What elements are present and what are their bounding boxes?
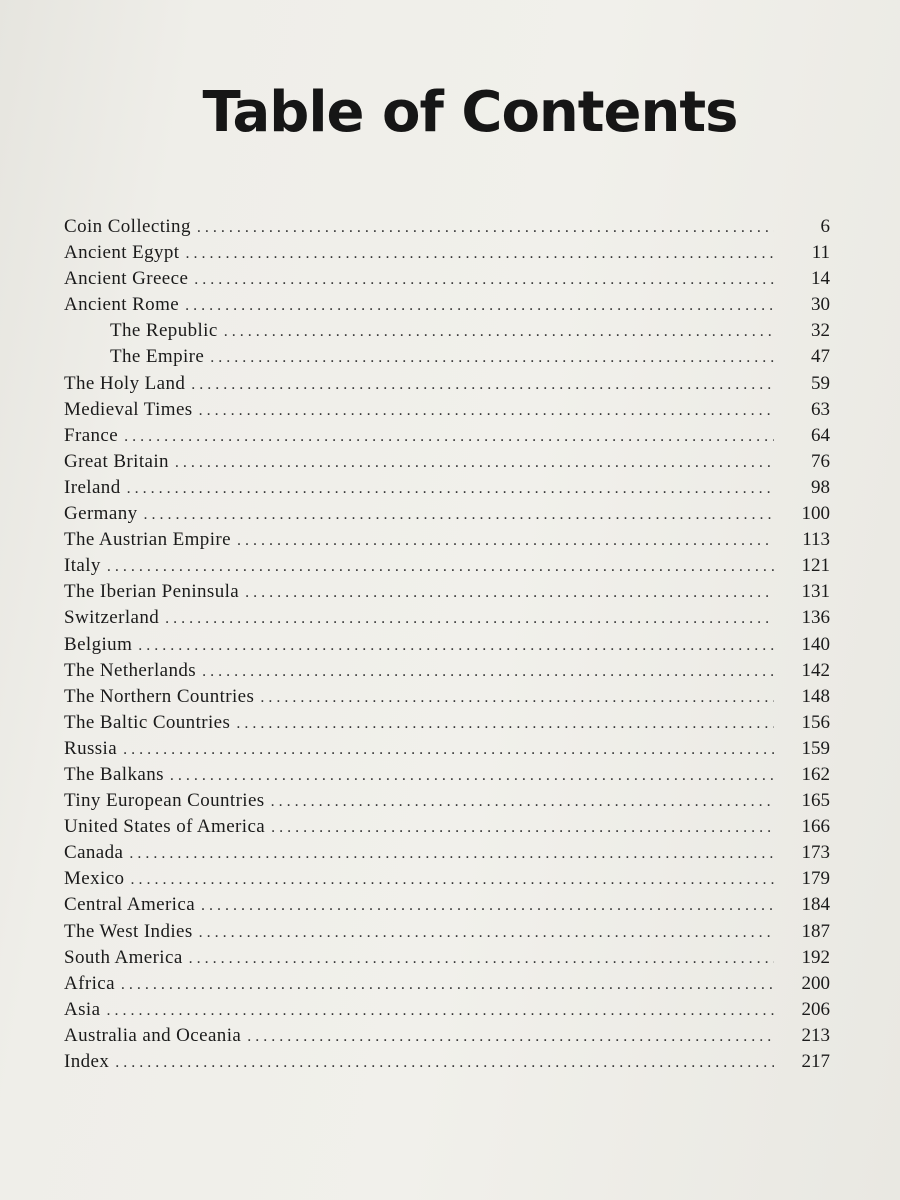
dot-leader	[271, 815, 774, 841]
toc-entry-page-number: 173	[801, 842, 830, 864]
toc-entry-page-number: 166	[801, 816, 830, 838]
toc-entry	[64, 292, 830, 318]
toc-entry	[64, 866, 830, 892]
toc-entry-page-number: 213	[801, 1024, 830, 1046]
toc-entry-label: Ireland	[64, 476, 121, 498]
dot-leader	[199, 398, 774, 424]
toc-entry-label: Australia and Oceania	[64, 1024, 242, 1046]
toc-entry	[64, 397, 830, 423]
dot-leader	[129, 841, 774, 867]
dot-leader	[247, 1024, 774, 1050]
toc-entry-label: Belgium	[64, 633, 133, 655]
toc-entry-page-number: 136	[801, 607, 830, 629]
toc-entry	[64, 423, 830, 449]
dot-leader	[138, 633, 774, 659]
dot-leader	[107, 554, 774, 580]
dot-leader	[121, 972, 774, 998]
dot-leader	[123, 737, 774, 763]
toc-entry	[64, 971, 830, 997]
toc-entry-page-number: 6	[820, 216, 830, 237]
toc-entry-page-number: 64	[811, 424, 830, 446]
toc-entry-page-number: 14	[811, 268, 830, 290]
toc-entry	[64, 553, 830, 579]
toc-entry	[64, 579, 830, 605]
toc-entry	[64, 1023, 830, 1049]
dot-leader	[130, 867, 774, 893]
toc-entry	[64, 736, 830, 762]
dot-leader	[197, 215, 774, 241]
dot-leader	[236, 711, 774, 737]
dot-leader	[185, 293, 774, 319]
toc-entry-page-number: 200	[801, 972, 830, 994]
toc-entry-label: Switzerland	[64, 607, 160, 629]
toc-entry	[64, 919, 830, 945]
dot-leader	[224, 319, 774, 345]
toc-entry-label: The Austrian Empire	[64, 529, 231, 551]
toc-entry-label: Italy	[64, 555, 101, 577]
toc-entry-page-number: 131	[801, 581, 830, 603]
toc-entry-label: Great Britain	[64, 450, 169, 472]
page-title: Table of Contents	[202, 80, 738, 145]
toc-entry	[64, 892, 830, 918]
toc-entry	[64, 814, 830, 840]
dot-leader	[201, 893, 774, 919]
toc-entry-page-number: 156	[801, 711, 830, 733]
toc-entry-label: Central America	[64, 894, 196, 916]
toc-entry	[64, 945, 830, 971]
toc-entry-label: The West Indies	[64, 920, 193, 942]
toc-entry-page-number: 184	[801, 894, 830, 916]
toc-entry	[64, 449, 830, 475]
dot-leader	[124, 424, 774, 450]
toc-entry-page-number: 47	[811, 346, 830, 368]
toc-entry-page-number: 76	[811, 450, 830, 472]
toc-entry-page-number: 11	[811, 242, 830, 264]
dot-leader	[245, 580, 774, 606]
dot-leader	[194, 267, 774, 293]
toc-entry-label: Coin Collecting	[64, 216, 191, 237]
dot-leader	[165, 606, 774, 632]
dot-leader	[106, 998, 774, 1024]
dot-leader	[202, 659, 774, 685]
toc-entry-label: Ancient Egypt	[64, 242, 180, 264]
toc-entry	[64, 318, 830, 344]
toc-entry-label: The Holy Land	[64, 372, 186, 394]
toc-entry-label: The Balkans	[64, 763, 164, 785]
toc-entry-page-number: 206	[801, 998, 830, 1020]
toc-entry	[64, 266, 830, 292]
toc-entry-page-number: 179	[801, 868, 830, 890]
dot-leader	[115, 1050, 774, 1076]
toc-entry-page-number: 113	[802, 529, 830, 551]
toc-entry-page-number: 165	[801, 790, 830, 812]
toc-entry-label: Ancient Rome	[64, 294, 180, 316]
toc-entry	[64, 344, 830, 370]
toc-entry-label: The Northern Countries	[64, 685, 255, 707]
toc-entry-label: The Netherlands	[64, 659, 197, 681]
dot-leader	[237, 528, 774, 554]
toc-entry	[64, 1049, 830, 1075]
toc-entry	[64, 997, 830, 1023]
dot-leader	[199, 920, 774, 946]
toc-entry-label: Ancient Greece	[64, 268, 189, 290]
toc-entry-page-number: 148	[801, 685, 830, 707]
toc-entry	[64, 501, 830, 527]
dot-leader	[144, 502, 775, 528]
toc-entry	[64, 840, 830, 866]
toc-entry-label: The Empire	[110, 346, 205, 368]
toc-entry-page-number: 142	[801, 659, 830, 681]
toc-entry-label: Index	[64, 1051, 110, 1072]
dot-leader	[271, 789, 774, 815]
toc-entry	[64, 240, 830, 266]
dot-leader	[210, 345, 774, 371]
toc-entry-label: Germany	[64, 503, 138, 525]
toc-entry-page-number: 187	[801, 920, 830, 942]
dot-leader	[185, 241, 774, 267]
toc-entry-label: France	[64, 424, 119, 446]
toc-entry-page-number: 140	[801, 633, 830, 655]
toc-entry-page-number: 59	[811, 372, 830, 394]
table-of-contents	[64, 214, 830, 1075]
toc-entry	[64, 788, 830, 814]
toc-entry	[64, 762, 830, 788]
dot-leader	[189, 946, 774, 972]
toc-entry	[64, 527, 830, 553]
dot-leader	[191, 372, 774, 398]
dot-leader	[127, 476, 774, 502]
toc-entry-label: The Baltic Countries	[64, 711, 231, 733]
toc-entry	[64, 710, 830, 736]
toc-entry-label: Africa	[64, 972, 115, 994]
dot-leader	[175, 450, 774, 476]
toc-entry	[64, 475, 830, 501]
toc-entry-page-number: 162	[801, 763, 830, 785]
toc-entry-page-number: 63	[811, 398, 830, 420]
toc-entry-label: Canada	[64, 842, 124, 864]
dot-leader	[260, 685, 774, 711]
toc-entry-page-number: 159	[801, 737, 830, 759]
toc-entry-label: The Republic	[110, 320, 218, 342]
toc-entry	[64, 658, 830, 684]
toc-entry-label: Asia	[64, 998, 101, 1020]
toc-entry-label: South America	[64, 946, 183, 968]
toc-entry-label: Mexico	[64, 868, 125, 890]
toc-entry	[64, 371, 830, 397]
toc-entry-label: Russia	[64, 737, 118, 759]
toc-entry-label: United States of America	[64, 816, 266, 838]
toc-entry-page-number: 192	[801, 946, 830, 968]
toc-entry-label: The Iberian Peninsula	[64, 581, 240, 603]
toc-entry-label: Tiny European Countries	[64, 790, 265, 812]
toc-entry-page-number: 100	[801, 503, 830, 525]
toc-entry	[64, 684, 830, 710]
toc-entry	[64, 214, 830, 240]
toc-entry	[64, 605, 830, 631]
toc-entry-page-number: 32	[811, 320, 830, 342]
toc-entry-label: Medieval Times	[64, 398, 193, 420]
toc-entry	[64, 632, 830, 658]
toc-entry-page-number: 217	[801, 1051, 830, 1072]
toc-entry-page-number: 30	[811, 294, 830, 316]
dot-leader	[170, 763, 774, 789]
toc-entry-page-number: 121	[801, 555, 830, 577]
toc-entry-page-number: 98	[811, 476, 830, 498]
